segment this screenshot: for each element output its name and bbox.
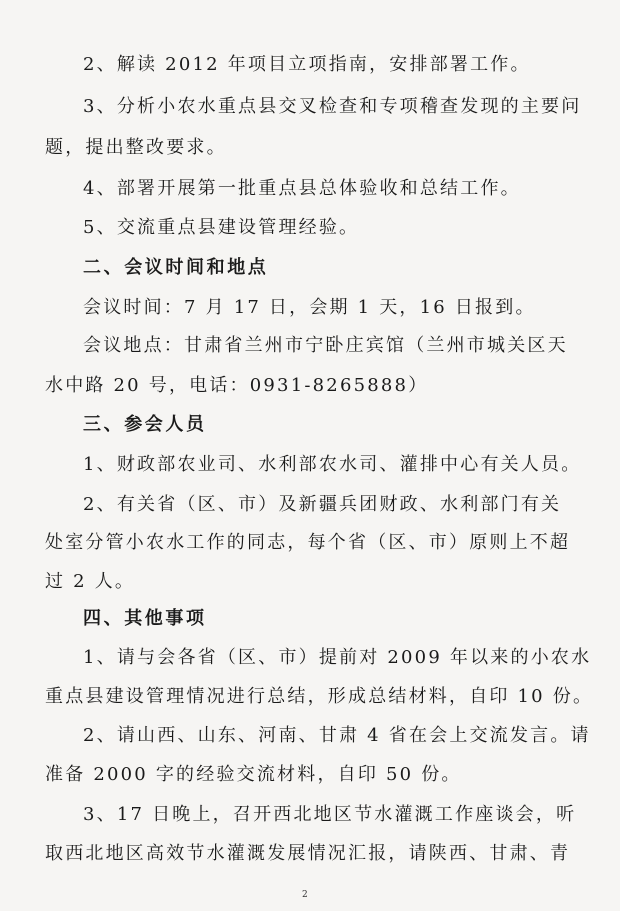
item-3-line-1: 3、分析小农水重点县交叉检查和专项稽查发现的主要问 (83, 96, 582, 117)
other-item-3-line-2: 取西北地区高效节水灌溉发展情况汇报，请陕西、甘肃、青 (45, 843, 571, 864)
other-item-2-line-1: 2、请山西、山东、河南、甘肃 4 省在会上交流发言。请 (83, 725, 591, 746)
item-3-line-2: 题，提出整改要求。 (45, 137, 227, 158)
other-item-2-line-2: 准备 2000 字的经验交流材料，自印 50 份。 (45, 764, 462, 785)
section-heading-time-place: 二、会议时间和地点 (83, 257, 269, 278)
meeting-time-line: 会议时间：7 月 17 日，会期 1 天，16 日报到。 (83, 297, 536, 318)
item-4-line: 4、部署开展第一批重点县总体验收和总结工作。 (83, 178, 521, 199)
attendee-item-2-line-3: 过 2 人。 (45, 571, 136, 592)
item-2-line: 2、解读 2012 年项目立项指南，安排部署工作。 (83, 54, 531, 75)
section-heading-other: 四、其他事项 (83, 608, 207, 629)
page-number: 2 (302, 890, 308, 900)
attendee-item-2-line-1: 2、有关省（区、市）及新疆兵团财政、水利部门有关 (83, 494, 562, 515)
attendee-item-2-line-2: 处室分管小农水工作的同志，每个省（区、市）原则上不超 (45, 532, 571, 553)
other-item-3-line-1: 3、17 日晚上，召开西北地区节水灌溉工作座谈会，听 (83, 804, 577, 825)
item-5-line: 5、交流重点县建设管理经验。 (83, 217, 360, 238)
other-item-1-line-1: 1、请与会各省（区、市）提前对 2009 年以来的小农水 (83, 647, 592, 668)
meeting-place-line-1: 会议地点：甘肃省兰州市宁卧庄宾馆（兰州市城关区天 (83, 335, 568, 356)
other-item-1-line-2: 重点县建设管理情况进行总结，形成总结材料，自印 10 份。 (45, 686, 594, 707)
section-heading-attendees: 三、参会人员 (83, 414, 207, 435)
meeting-place-line-2: 水中路 20 号，电话：0931-8265888） (45, 375, 429, 396)
attendee-item-1: 1、财政部农业司、水利部农水司、灌排中心有关人员。 (83, 454, 582, 475)
